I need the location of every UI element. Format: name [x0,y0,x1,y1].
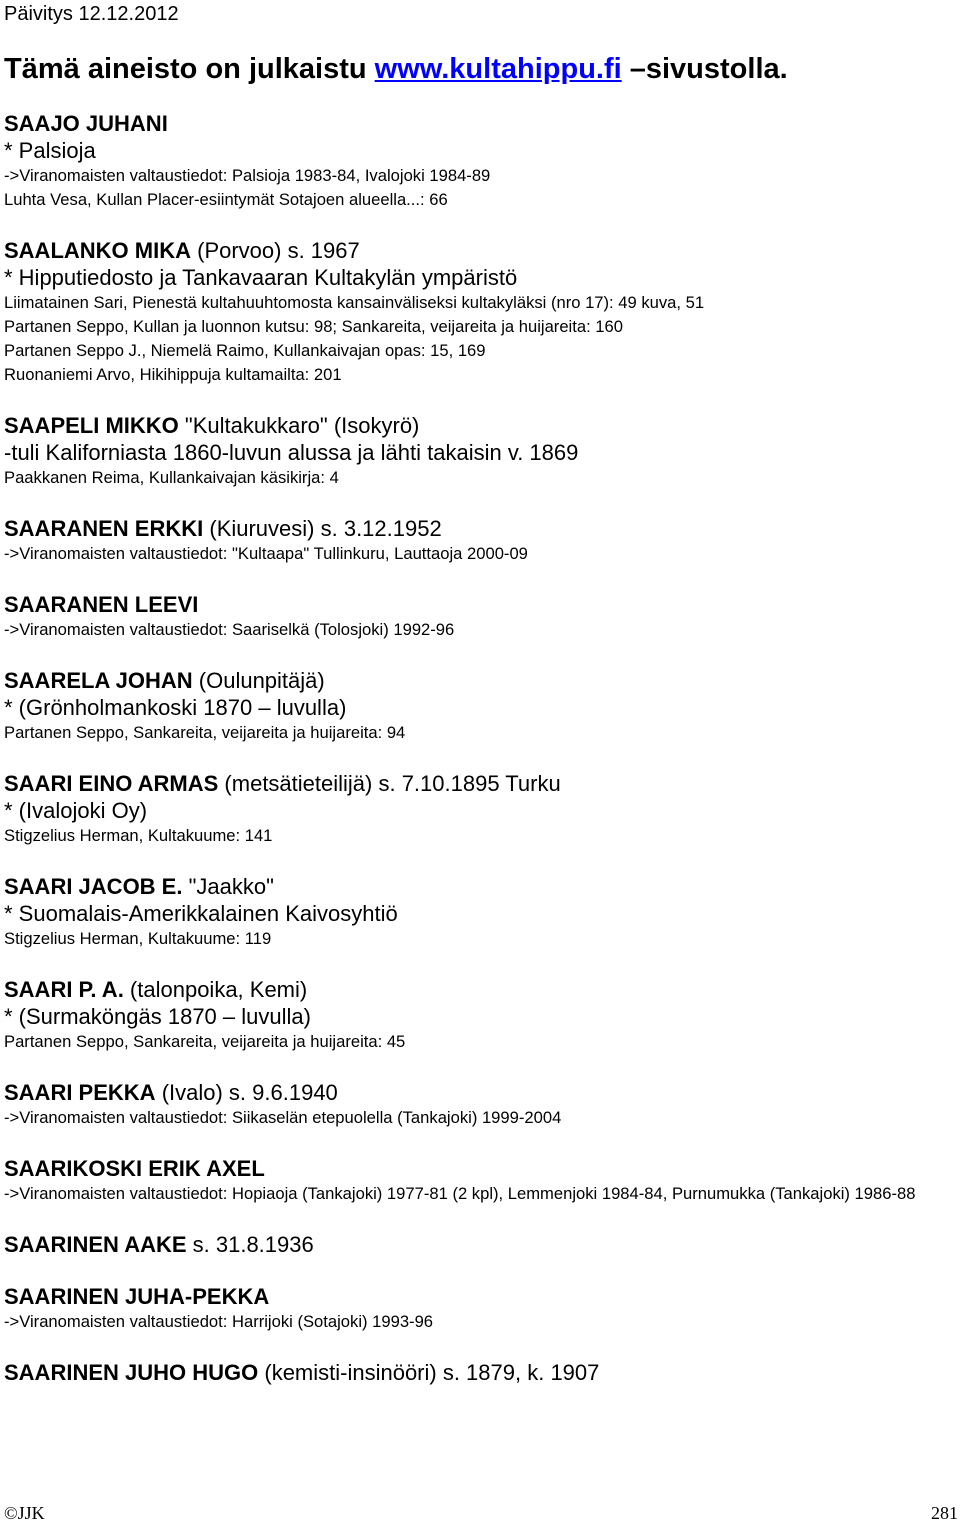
entry-note: * Hipputiedosto ja Tankavaaran Kultakylän ympäristö [4,265,518,290]
entry [4,110,956,212]
entry-heading [4,412,956,439]
entry-reference: Partanen Seppo, Sankareita, veijareita ja huijareita: 45 [4,1032,406,1051]
entry-heading [4,1359,956,1386]
entry-name: SAAPELI MIKKO [4,413,179,438]
entry-details: (Ivalo) s. 9.6.1940 [155,1080,338,1105]
page-number: 281 [931,1503,958,1523]
entry-list [4,110,956,1386]
entry-note: * Palsioja [4,138,96,163]
entry-name: SAALANKO MIKA [4,238,191,263]
entry-reference: ->Viranomaisten valtaustiedot: Harrijoki (Sotajoki) 1993-96 [4,1312,434,1331]
entry [4,1079,956,1130]
entry-note: * (Ivalojoki Oy) [4,798,148,823]
entry-name: SAARINEN JUHO HUGO [4,1360,259,1385]
entry-heading [4,1155,956,1182]
entry-heading [4,1079,956,1106]
entry-reference: Luhta Vesa, Kullan Placer-esiintymät Sotajoen alueella...: 66 [4,190,448,209]
entry-reference: ->Viranomaisten valtaustiedot: Palsioja 1983-84, Ivalojoki 1984-89 [4,166,491,185]
entry-name: SAARINEN JUHA-PEKKA [4,1284,270,1309]
entry-heading [4,110,956,137]
entry-heading [4,976,956,1003]
entry-reference: Partanen Seppo, Sankareita, veijareita ja huijareita: 94 [4,723,406,742]
footer-copyright: ©JJK [4,1503,45,1523]
entry-name: SAARI P. A. [4,977,124,1002]
headline-prefix: Tämä aineisto on julkaistu [4,53,375,85]
entry-heading [4,591,956,618]
entry-name: SAARINEN AAKE [4,1232,187,1257]
entry-note: * (Grönholmankoski 1870 – luvulla) [4,695,347,720]
entry-reference: ->Viranomaisten valtaustiedot: Siikaselän etepuolella (Tankajoki) 1999-2004 [4,1108,562,1127]
entry-reference: Partanen Seppo J., Niemelä Raimo, Kullankaivajan opas: 15, 169 [4,341,486,360]
entry-note: * (Surmaköngäs 1870 – luvulla) [4,1004,311,1029]
entry-heading [4,1231,956,1258]
entry [4,515,956,566]
entry [4,1155,956,1206]
entry-name: SAAJO JUHANI [4,111,168,136]
entry-heading [4,1283,956,1310]
headline [4,52,956,86]
entry [4,976,956,1054]
entry-heading [4,873,956,900]
entry-reference: ->Viranomaisten valtaustiedot: "Kultaapa" Tullinkuru, Lauttaoja 2000-09 [4,544,528,563]
entry-reference: ->Viranomaisten valtaustiedot: Hopiaoja (Tankajoki) 1977-81 (2 kpl), Lemmenjoki 1984-84, Purnumukka (Tankajoki) 1986-88 [4,1184,916,1203]
entry-details: "Jaakko" [182,874,274,899]
entry-note: -tuli Kaliforniasta 1860-luvun alussa ja lähti takaisin v. 1869 [4,440,579,465]
entry-reference: ->Viranomaisten valtaustiedot: Saariselkä (Tolosjoki) 1992-96 [4,620,455,639]
entry-reference: Liimatainen Sari, Pienestä kultahuuhtomosta kansainväliseksi kultakyläksi (nro 17): 49 kuva, 51 [4,293,705,312]
entry-details: (Porvoo) s. 1967 [191,238,360,263]
entry-details: (Kiuruvesi) s. 3.12.1952 [203,516,442,541]
entry-name: SAARI EINO ARMAS [4,771,219,796]
update-date: Päivitys 12.12.2012 [4,3,179,25]
entry-heading [4,770,956,797]
entry-note: * Suomalais-Amerikkalainen Kaivosyhtiö [4,901,398,926]
entry-reference: Ruonaniemi Arvo, Hikihippuja kultamailta: 201 [4,365,342,384]
entry-name: SAARANEN LEEVI [4,592,199,617]
entry-reference: Stigzelius Herman, Kultakuume: 141 [4,826,273,845]
document-page [4,0,956,1411]
entry [4,591,956,642]
entry-details: (metsätieteilijä) s. 7.10.1895 Turku [218,771,561,796]
entry [4,1283,956,1334]
entry [4,412,956,490]
entry-heading [4,667,956,694]
entry-name: SAARI JACOB E. [4,874,183,899]
entry [4,237,956,387]
entry-reference: Partanen Seppo, Kullan ja luonnon kutsu: 98; Sankareita, veijareita ja huijareita: 160 [4,317,623,336]
entry-name: SAARELA JOHAN [4,668,193,693]
entry-details: (talonpoika, Kemi) [123,977,308,1002]
entry-name: SAARI PEKKA [4,1080,156,1105]
headline-suffix: –sivustolla. [621,53,788,85]
entry-heading [4,515,956,542]
entry [4,770,956,848]
entry [4,873,956,951]
kultahippu-link[interactable]: www.kultahippu.fi [374,53,622,85]
entry-heading [4,237,956,264]
entry-details: s. 31.8.1936 [186,1232,314,1257]
entry-details: "Kultakukkaro" (Isokyrö) [178,413,420,438]
entry-name: SAARIKOSKI ERIK AXEL [4,1156,265,1181]
entry-details: (kemisti-insinööri) s. 1879, k. 1907 [258,1360,600,1385]
entry [4,1231,956,1258]
entry-details: (Oulunpitäjä) [192,668,325,693]
entry [4,1359,956,1386]
entry-name: SAARANEN ERKKI [4,516,204,541]
entry-reference: Paakkanen Reima, Kullankaivajan käsikirja: 4 [4,468,339,487]
entry-reference: Stigzelius Herman, Kultakuume: 119 [4,929,272,948]
entry [4,667,956,745]
